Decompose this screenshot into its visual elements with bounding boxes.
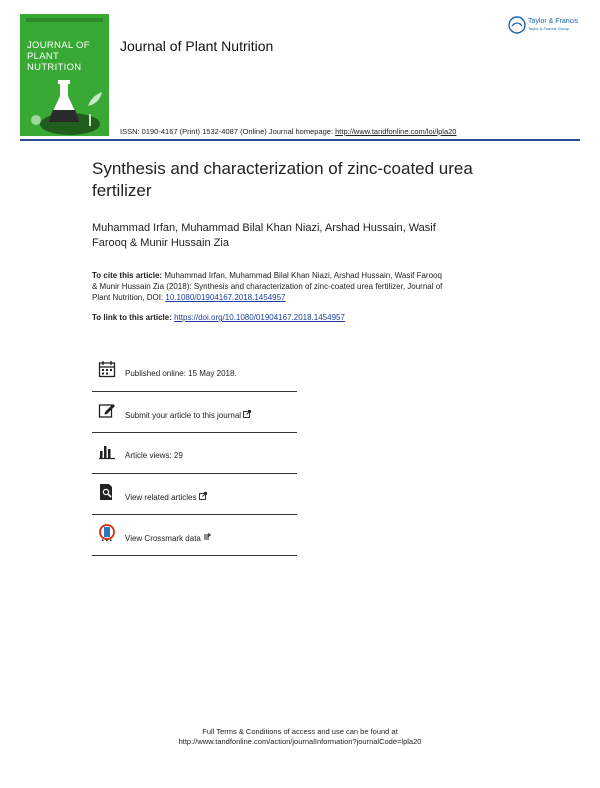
citation-label: To cite this article: bbox=[92, 271, 163, 280]
journal-title[interactable]: Journal of Plant Nutrition bbox=[120, 38, 274, 54]
article-link-label: To link to this article: bbox=[92, 313, 172, 322]
article-views-item bbox=[92, 434, 297, 474]
footer-terms-link[interactable]: http://www.tandfonline.com/action/journalInformation?journalCode=lpla20 bbox=[178, 737, 422, 746]
publisher-logo[interactable] bbox=[508, 14, 586, 40]
journal-cover-image bbox=[20, 14, 109, 136]
authors-line: Muhammad Irfan, Muhammad Bilal Khan Niazi, Arshad Hussain, Wasif bbox=[92, 222, 436, 234]
external-link-icon bbox=[199, 492, 207, 500]
edit-icon bbox=[98, 401, 116, 419]
external-link-icon bbox=[243, 410, 251, 418]
cover-illustration bbox=[20, 66, 109, 136]
citation-block bbox=[92, 270, 512, 303]
article-title bbox=[92, 158, 532, 202]
external-link-icon bbox=[203, 533, 211, 541]
crossmark-icon bbox=[98, 524, 116, 542]
article-views-label: Article views: 29 bbox=[125, 451, 183, 460]
crossmark-link[interactable] bbox=[125, 533, 211, 543]
article-doi-url-link[interactable]: https://doi.org/10.1080/01904167.2018.1454957 bbox=[174, 313, 345, 322]
journal-homepage-link[interactable]: http://www.tandfonline.com/loi/lpla20 bbox=[335, 127, 457, 136]
publisher-logo-icon bbox=[508, 16, 526, 34]
issn-text: ISSN: 0190-4167 (Print) 1532-4087 (Online) Journal homepage: bbox=[120, 127, 334, 136]
search-document-icon bbox=[98, 483, 116, 501]
submit-article-label: Submit your article to this journal bbox=[125, 411, 242, 420]
related-articles-label: View related articles bbox=[125, 493, 197, 502]
article-title-line: Synthesis and characterization of zinc-coated urea bbox=[92, 159, 473, 178]
citation-text: Muhammad Irfan, Muhammad Bilal Khan Niazi, Arshad Hussain, Wasif Farooq bbox=[164, 271, 442, 280]
related-articles-link[interactable] bbox=[125, 492, 207, 502]
published-online-item bbox=[92, 352, 297, 392]
citation-text: & Munir Hussain Zia (2018): Synthesis and characterization of zinc-coated urea fertilizer, Journal of bbox=[92, 282, 443, 291]
citation-text: Plant Nutrition, DOI: bbox=[92, 293, 164, 302]
crossmark-item[interactable] bbox=[92, 516, 297, 556]
submit-article-link[interactable] bbox=[125, 410, 251, 420]
article-title-line: fertilizer bbox=[92, 181, 152, 200]
bar-chart-icon bbox=[98, 442, 116, 460]
submit-article-item[interactable] bbox=[92, 393, 297, 433]
authors-line: Farooq & Munir Hussain Zia bbox=[92, 237, 229, 249]
footer-terms bbox=[0, 727, 600, 747]
cover-title-line: NUTRITION bbox=[27, 62, 82, 73]
authors bbox=[92, 221, 512, 251]
header-divider bbox=[20, 139, 580, 141]
related-articles-item[interactable] bbox=[92, 475, 297, 515]
cover-title-line: PLANT bbox=[27, 51, 60, 62]
publisher-logo-subtext: Taylor & Francis Group bbox=[528, 26, 569, 31]
publisher-logo-text: Taylor & Francis bbox=[528, 18, 579, 25]
footer-line: Full Terms & Conditions of access and use can be found at bbox=[202, 727, 398, 736]
calendar-icon bbox=[98, 360, 116, 378]
issn-line bbox=[120, 127, 456, 136]
published-online-label: Published online: 15 May 2018. bbox=[125, 369, 237, 378]
crossmark-label: View Crossmark data bbox=[125, 534, 201, 543]
article-link-line bbox=[92, 313, 345, 322]
cover-title-line: JOURNAL OF bbox=[27, 40, 90, 51]
doi-link[interactable]: 10.1080/01904167.2018.1454957 bbox=[165, 293, 286, 302]
cover-top-bar bbox=[26, 18, 103, 22]
